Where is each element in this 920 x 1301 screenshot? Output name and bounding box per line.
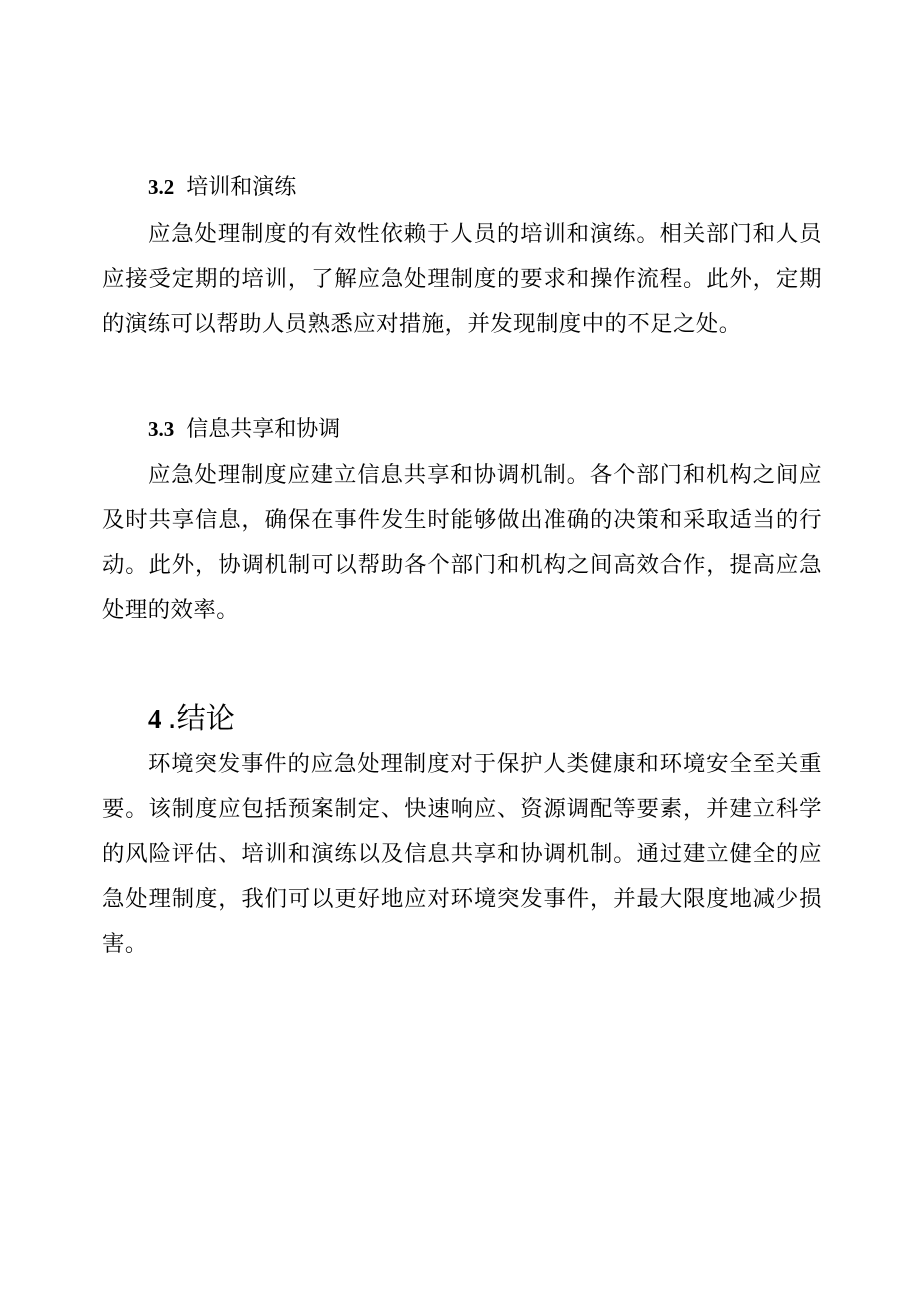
section-paragraph: 环境突发事件的应急处理制度对于保护人类健康和环境安全至关重要。该制度应包括预案制定、快速响应、资源调配等要素，并建立科学的风险评估、培训和演练以及信息共享和协调机制。通过建立健全的应急处理制度，我们可以更好地应对环境突发事件，并最大限度地减少损害。 [102, 751, 822, 957]
section-heading-3-3 [148, 414, 340, 445]
section-heading-3-2 [148, 172, 296, 203]
section-number: 4 [148, 704, 162, 734]
section-heading-4 [148, 699, 235, 738]
section-paragraph: 应急处理制度的有效性依赖于人员的培训和演练。相关部门和人员应接受定期的培训，了解应急处理制度的要求和操作流程。此外，定期的演练可以帮助人员熟悉应对措施，并发现制度中的不足之处。 [102, 221, 822, 337]
section-paragraph: 应急处理制度应建立信息共享和协调机制。各个部门和机构之间应及时共享信息，确保在事件发生时能够做出准确的决策和采取适当的行动。此外，协调机制可以帮助各个部门和机构之间高效合作，提高应急处理的效率。 [102, 462, 822, 623]
section-title: 信息共享和协调 [186, 417, 341, 442]
section-number: 3.3 [148, 417, 175, 441]
section-title: .结论 [167, 701, 235, 735]
section-number: 3.2 [148, 175, 175, 199]
section-title: 培训和演练 [186, 175, 297, 200]
